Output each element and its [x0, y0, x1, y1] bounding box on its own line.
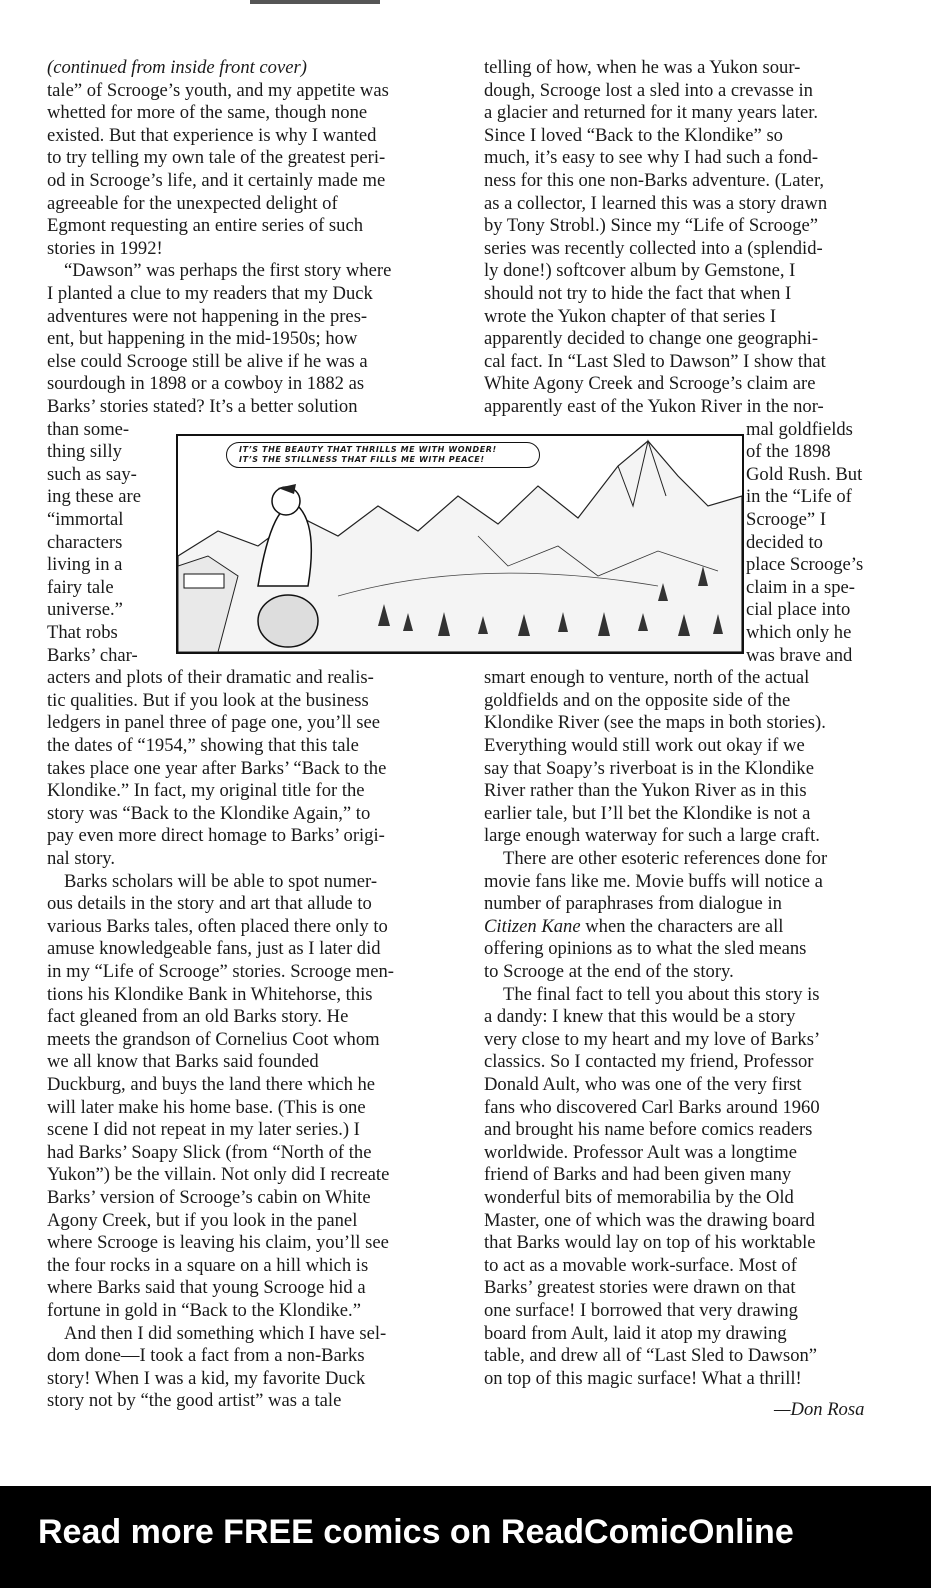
- right_column-line: Klondike River (see the maps in both stories).: [484, 712, 826, 734]
- right_column-line: apparently decided to change one geographi-: [484, 328, 819, 350]
- left_column-line: Duckburg, and buys the land there which he: [47, 1074, 376, 1095]
- left_column-line: pay even more direct homage to Barks’ origi-: [47, 825, 385, 847]
- right_column-line: to act as a movable work-surface. Most of: [484, 1254, 797, 1276]
- line-rest: when the characters are all: [580, 915, 784, 937]
- left_column-line: tale” of Scrooge’s youth, and my appetite was: [47, 79, 389, 101]
- left_column-line: Egmont requesting an entire series of such: [47, 215, 364, 237]
- right_column-line: Barks’ greatest stories were drawn on that: [484, 1277, 796, 1299]
- left_column-line: acters and plots of their dramatic and realis-: [47, 667, 374, 689]
- left_column-line: nal story.: [47, 848, 115, 869]
- left_column-line: Yukon”) be the villain. Not only did I recreate: [47, 1164, 390, 1186]
- left_column-line: universe.”: [47, 599, 123, 621]
- right_column-line: as a collector, I learned this was a story drawn: [484, 192, 828, 214]
- left_column-line: ous details in the story and art that allude to: [47, 893, 372, 915]
- right_column-line: say that Soapy’s riverboat is in the Klondike: [484, 757, 814, 779]
- right_column-line: and brought his name before comics readers: [484, 1119, 813, 1141]
- left_column-line: I planted a clue to my readers that my Duck: [47, 283, 373, 304]
- right_column-line: table, and drew all of “Last Sled to Dawson”: [484, 1345, 818, 1367]
- left_column-line: fact gleaned from an old Barks story. He: [47, 1006, 349, 1028]
- right_column-line: telling of how, when he was a Yukon sour-: [484, 57, 801, 78]
- footer-banner-text[interactable]: Read more FREE comics on ReadComicOnline: [38, 1513, 794, 1551]
- right_column-line: by Tony Strobl.) Since my “Life of Scrooge”: [484, 215, 819, 237]
- right_column-line: Gold Rush. But: [746, 463, 863, 485]
- right_column-line: on top of this magic surface! What a thrill!: [484, 1367, 802, 1389]
- right_column-line: mal goldfields: [746, 418, 853, 440]
- right_column-line: to Scrooge at the end of the story.: [484, 961, 734, 982]
- left_column-line: will later make his home base. (This is one: [47, 1096, 366, 1118]
- right_column-line: very close to my heart and my love of Barks’: [484, 1028, 821, 1050]
- right_column-line: friend of Barks and had been given many: [484, 1164, 792, 1186]
- top-edge-mark: [250, 0, 380, 4]
- right_column-line: movie fans like me. Movie buffs will notice a: [484, 870, 823, 892]
- right_column-line: apparently east of the Yukon River in the nor-: [484, 396, 824, 417]
- left_column-line: fairy tale: [47, 576, 114, 598]
- right_column-line: much, it’s easy to see why I had such a fond-: [484, 147, 819, 169]
- right_column-line: smart enough to venture, north of the actual: [484, 667, 810, 689]
- right_column-line: in the “Life of: [746, 486, 852, 508]
- balloon-line-2: IT’S THE STILLNESS THAT FILLS ME WITH PEACE!: [239, 455, 485, 464]
- left_column-line: That robs: [47, 622, 118, 643]
- left_column-line: than some-: [47, 418, 130, 440]
- left_column-line: Klondike.” In fact, my original title for the: [47, 780, 365, 802]
- right_column-line: cial place into: [746, 599, 851, 621]
- left_column-line: “Dawson” was perhaps the first story where: [64, 260, 392, 282]
- right_column-line: White Agony Creek and Scrooge’s claim are: [484, 373, 816, 395]
- left_column-line: ent, but happening in the mid-1950s; how: [47, 328, 358, 350]
- right_column-line: worldwide. Professor Ault was a longtime: [484, 1141, 797, 1163]
- left_column-line: to try telling my own tale of the greatest peri-: [47, 147, 386, 169]
- right_column-line: offering opinions as to what the sled means: [484, 938, 807, 960]
- left_column-line: fortune in gold in “Back to the Klondike.”: [47, 1300, 361, 1321]
- left_column-line: else could Scrooge still be alive if he was a: [47, 350, 368, 372]
- left_column-line: story was “Back to the Klondike Again,” to: [47, 802, 371, 824]
- film-title: Citizen Kane: [484, 915, 581, 937]
- left_column-line: Barks’ stories stated? It’s a better solution: [47, 396, 358, 417]
- left_column-line: tions his Klondike Bank in Whitehorse, this: [47, 983, 373, 1005]
- left_column-line: takes place one year after Barks’ “Back to the: [47, 757, 387, 779]
- left_column-line: whetted for more of the same, though none: [47, 102, 368, 124]
- right_column-line: There are other esoteric references done for: [503, 848, 828, 869]
- right_column-line: wrote the Yukon chapter of that series I: [484, 305, 777, 327]
- left_column-line: we all know that Barks said founded: [47, 1051, 319, 1073]
- left_column-line: Agony Creek, but if you look in the panel: [47, 1209, 358, 1231]
- left_column-line: sourdough in 1898 or a cowboy in 1882 as: [47, 373, 365, 395]
- left_column-line: in my “Life of Scrooge” stories. Scrooge men-: [47, 961, 394, 982]
- left_column-line: ing these are: [47, 486, 141, 508]
- left_column-line: scene I did not repeat in my later series.) I: [47, 1119, 360, 1141]
- right_column-line: ness for this one non-Barks adventure. (Later,: [484, 170, 825, 191]
- left_column-line: where Scrooge is leaving his claim, you’ll see: [47, 1232, 389, 1254]
- left_column-line: Barks’ char-: [47, 644, 138, 666]
- left_column-line: amuse knowledgeable fans, just as I later did: [47, 938, 381, 960]
- right_column-line: large enough waterway for such a large craft.: [484, 825, 820, 847]
- landscape-drawing: [178, 436, 742, 652]
- right_column-line: [484, 916, 783, 939]
- left_column-line: od in Scrooge’s life, and it certainly made me: [47, 170, 386, 191]
- speech-balloon: [226, 442, 540, 468]
- right_column-line: that Barks would lay on top of his worktable: [484, 1232, 816, 1254]
- left_column-line: where Barks said that young Scrooge hid a: [47, 1277, 366, 1299]
- right_column-line: a glacier and returned for it many years later.: [484, 102, 819, 124]
- left_column-line: “immortal: [47, 509, 124, 530]
- comic-panel-illustration: [176, 434, 744, 654]
- right_column-line: wonderful bits of memorabilia by the Old: [484, 1187, 794, 1208]
- right_column-line: series was recently collected into a (splendid-: [484, 237, 823, 259]
- right_column-line: earlier tale, but I’ll bet the Klondike is not a: [484, 802, 811, 824]
- right_column-line: claim in a spe-: [746, 576, 855, 598]
- right_column-line: Since I loved “Back to the Klondike” so: [484, 124, 783, 146]
- left_column-line: meets the grandson of Cornelius Coot whom: [47, 1028, 380, 1050]
- right_column-line: Everything would still work out okay if we: [484, 735, 805, 756]
- right_column-line: dough, Scrooge lost a sled into a crevasse in: [484, 79, 813, 101]
- left_column-line: existed. But that experience is why I wanted: [47, 124, 377, 146]
- right_column-line: goldfields and on the opposite side of the: [484, 689, 791, 711]
- right_column-line: River rather than the Yukon River as in this: [484, 780, 807, 802]
- right_column-line: fans who discovered Carl Barks around 1960: [484, 1096, 820, 1118]
- left_column-line: had Barks’ Soapy Slick (from “North of the: [47, 1141, 372, 1163]
- left_column-line: the dates of “1954,” showing that this tale: [47, 735, 359, 756]
- signature: —Don Rosa: [774, 1399, 865, 1420]
- right_column-line: Scrooge” I: [746, 509, 827, 530]
- right_column-line: one surface! I borrowed that very drawing: [484, 1300, 798, 1321]
- left_column-line: story! When I was a kid, my favorite Duck: [47, 1367, 366, 1389]
- left_column-line: agreeable for the unexpected delight of: [47, 192, 338, 214]
- left_column-line: Barks’ version of Scrooge’s cabin on White: [47, 1187, 371, 1208]
- left_column-line: Barks scholars will be able to spot numer-: [64, 870, 378, 892]
- left_column-line: ledgers in panel three of page one, you’ll see: [47, 712, 381, 734]
- right_column-line: board from Ault, laid it atop my drawing: [484, 1322, 787, 1344]
- right_column-line: should not try to hide the fact that when I: [484, 283, 792, 304]
- right_column-line: a dandy: I knew that this would be a story: [484, 1006, 796, 1028]
- right_column-line: decided to: [746, 531, 823, 553]
- left_column-line: story not by “the good artist” was a tale: [47, 1390, 342, 1412]
- right_column-line: The final fact to tell you about this story is: [503, 983, 820, 1005]
- left_column-line: such as say-: [47, 463, 137, 485]
- right_column-line: Donald Ault, who was one of the very first: [484, 1074, 802, 1095]
- right_column-line: was brave and: [746, 644, 853, 666]
- left_column-line: living in a: [47, 554, 123, 576]
- left_column-line: thing silly: [47, 441, 122, 463]
- left_column-line: adventures were not happening in the pres-: [47, 305, 368, 327]
- balloon-line-1: IT’S THE BEAUTY THAT THRILLS ME WITH WONDER!: [239, 445, 497, 454]
- right_column-line: of the 1898: [746, 441, 831, 463]
- left_column-line: tic qualities. But if you look at the business: [47, 689, 369, 711]
- left_column-line: And then I did something which I have sel-: [64, 1322, 387, 1344]
- footer-banner[interactable]: [0, 1486, 931, 1588]
- left_column-line: dom done—I took a fact from a non-Barks: [47, 1345, 365, 1367]
- right_column-line: place Scrooge’s: [746, 554, 864, 576]
- left_column-line: various Barks tales, often placed there only to: [47, 915, 388, 937]
- right_column-line: number of paraphrases from dialogue in: [484, 893, 782, 915]
- left_column-line: (continued from inside front cover): [47, 57, 307, 78]
- left_column-line: characters: [47, 531, 123, 553]
- left_column-line: stories in 1992!: [47, 237, 163, 259]
- right_column-line: which only he: [746, 622, 852, 643]
- right_column-line: Master, one of which was the drawing board: [484, 1209, 815, 1231]
- left_column-line: the four rocks in a square on a hill which is: [47, 1254, 369, 1276]
- right_column-line: cal fact. In “Last Sled to Dawson” I show that: [484, 350, 826, 372]
- right_column-line: classics. So I contacted my friend, Professor: [484, 1051, 814, 1073]
- right_column-line: ly done!) softcover album by Gemstone, I: [484, 260, 796, 282]
